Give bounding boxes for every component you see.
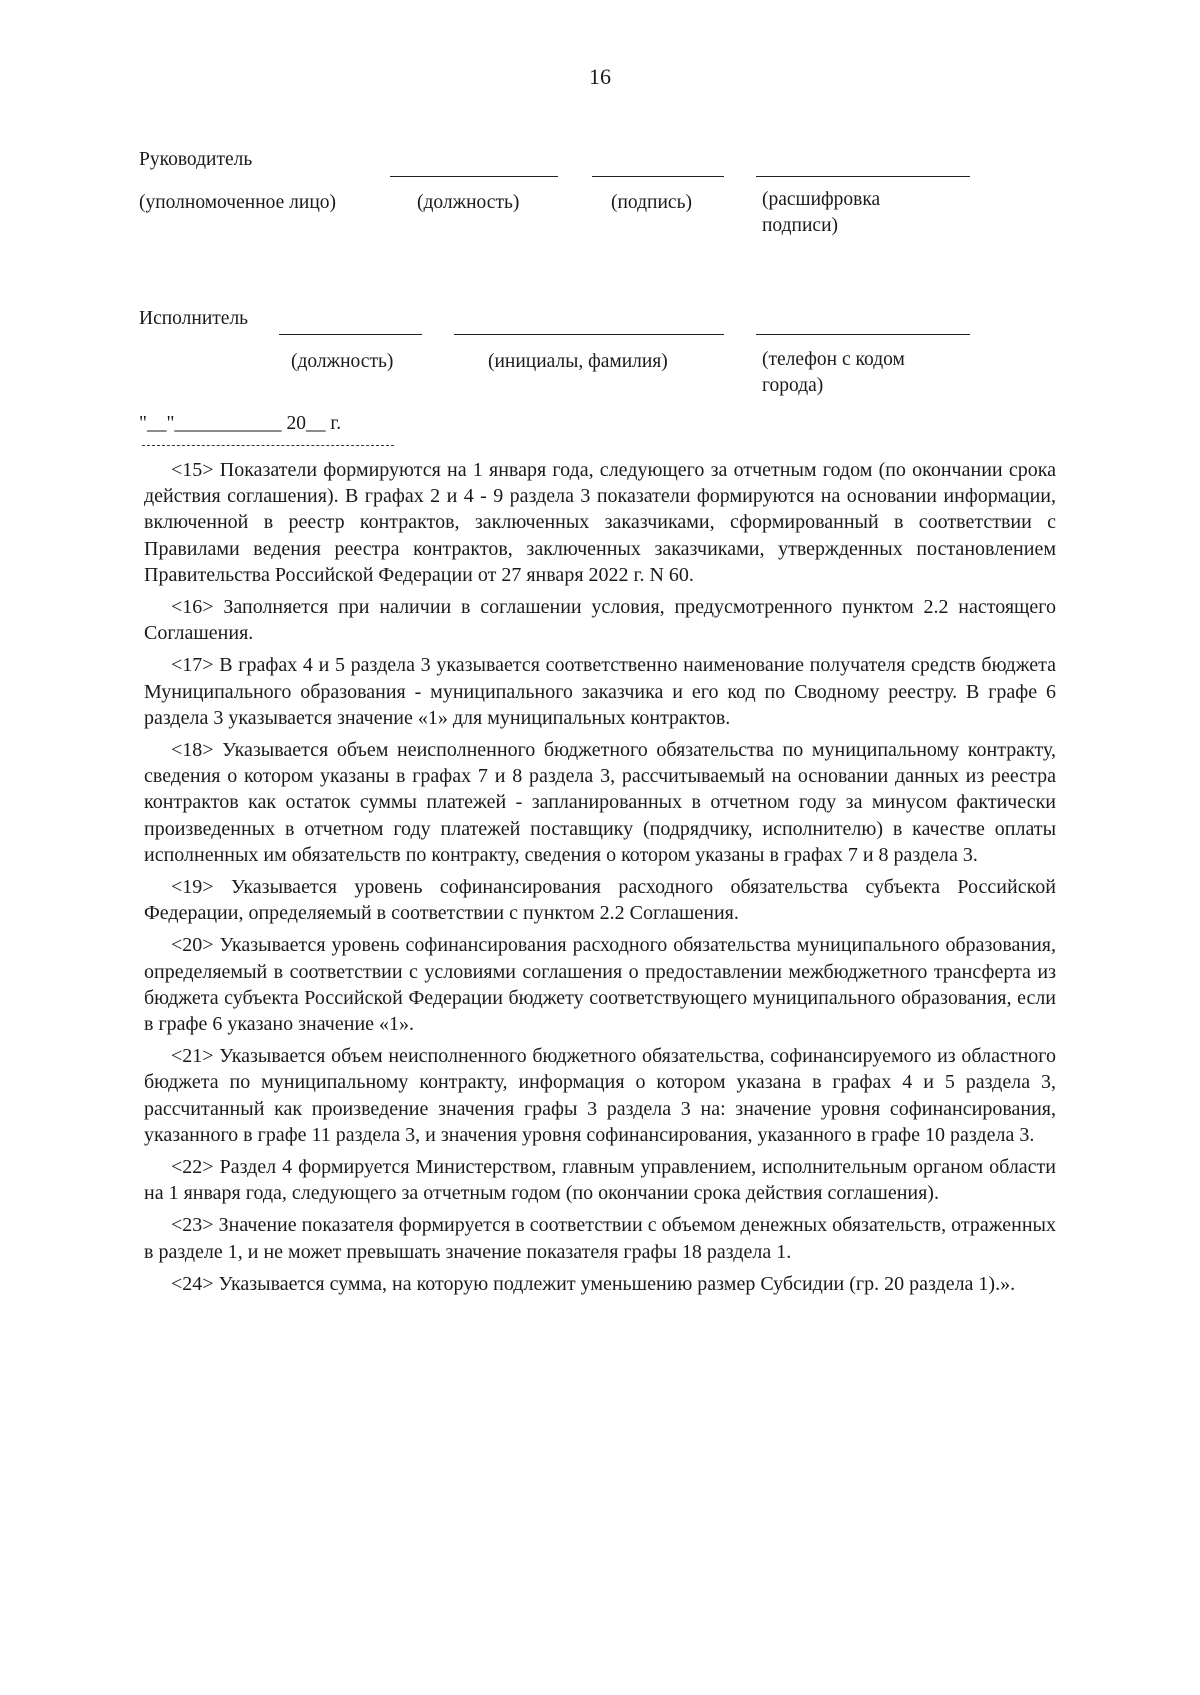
footnote-16: <16> Заполняется при наличии в соглашении условия, предусмотренного пунктом 2.2 настоящего Соглашения. — [144, 596, 1056, 645]
footnote-separator — [142, 445, 394, 446]
footnotes — [144, 457, 1056, 1303]
head-signature-caption: (подпись) — [611, 192, 692, 213]
page-number: 16 — [589, 64, 611, 89]
footnote-19: <19> Указывается уровень софинансирования расходного обязательства субъекта Российской Федерации, определяемый в соответствии с пунктом 2.2 Соглашения. — [144, 876, 1056, 925]
head-label: Руководитель — [139, 149, 253, 170]
head-decoding-caption: (расшифровка — [762, 189, 881, 210]
footnote-17: <17> В графах 4 и 5 раздела 3 указывается соответственно наименование получателя средств бюджета Муниципального образования - муниципального заказчика и его код по Сводному реестру. В графе 6 раздела 3 указывается значение «1» для муниципальных контрактов. — [144, 654, 1056, 729]
executor-phone-caption: (телефон с кодом — [762, 349, 905, 370]
head-decoding-line — [756, 176, 970, 177]
footnote-21: <21> Указывается объем неисполненного бюджетного обязательства, софинансируемого из областного бюджета по муниципальному контракту, информация о котором указана в графах 4 и 5 раздела 3, рассчитанный как произведение значения графы 3 раздела 3 на: значение уровня софинансирования, указанного в графе 11 раздела 3, и значения уровня софинансирования, указанного в графе 10 раздела 3. — [144, 1045, 1056, 1146]
executor-label: Исполнитель — [139, 308, 249, 329]
executor-position-caption: (должность) — [291, 351, 394, 372]
executor-position-line — [279, 334, 422, 335]
head-decoding-caption-2: подписи) — [762, 215, 839, 236]
executor-name-line — [454, 334, 724, 335]
date-line: "__"___________ 20__ г. — [139, 413, 342, 434]
footnote-23: <23> Значение показателя формируется в соответствии с объемом денежных обязательств, отраженных в разделе 1, и не может превышать значение показателя графы 18 раздела 1. — [144, 1214, 1056, 1263]
footnote-15: <15> Показатели формируются на 1 января года, следующего за отчетным годом (по окончании срока действия соглашения). В графах 2 и 4 - 9 раздела 3 показатели формируются на основании информации, включенной в реестр контрактов, заключенных заказчиками, сформированный в соответствии с Правилами ведения реестра контрактов, заключенных заказчиками, утвержденных постановлением Правительства Российской Федерации от 27 января 2022 г. N 60. — [144, 459, 1056, 586]
footnote-24: <24> Указывается сумма, на которую подлежит уменьшению размер Субсидии (гр. 20 раздела 1).». — [171, 1272, 1016, 1295]
footnote-18: <18> Указывается объем неисполненного бюджетного обязательства по муниципальному контракту, сведения о котором указаны в графах 7 и 8 раздела 3, рассчитываемый на основании данных из реестра контрактов как остаток суммы платежей - запланированных в отчетном году за минусом фактически произведенных в отчетном году платежей поставщику (подрядчику, исполнителю) в качестве оплаты исполненных им обязательств по контракту, сведения о котором указаны в графах 7 и 8 раздела 3. — [144, 739, 1056, 866]
head-position-caption: (должность) — [417, 192, 520, 213]
footnote-20: <20> Указывается уровень софинансирования расходного обязательства муниципального образования, определяемый в соответствии с условиями соглашения о предоставлении межбюджетного трансферта из бюджета субъекта Российской Федерации бюджету соответствующего муниципального образования, если в графе 6 указано значение «1». — [144, 934, 1056, 1036]
head-signature-line — [592, 176, 724, 177]
head-position-line — [390, 176, 558, 177]
executor-phone-line — [756, 334, 970, 335]
head-sublabel: (уполномоченное лицо) — [139, 192, 336, 213]
footnote-22: <22> Раздел 4 формируется Министерством, главным управлением, исполнительным органом области на 1 января года, следующего за отчетным годом (по окончании срока действия соглашения). — [144, 1156, 1056, 1205]
executor-name-caption: (инициалы, фамилия) — [488, 351, 668, 372]
executor-phone-caption-2: города) — [762, 375, 824, 396]
